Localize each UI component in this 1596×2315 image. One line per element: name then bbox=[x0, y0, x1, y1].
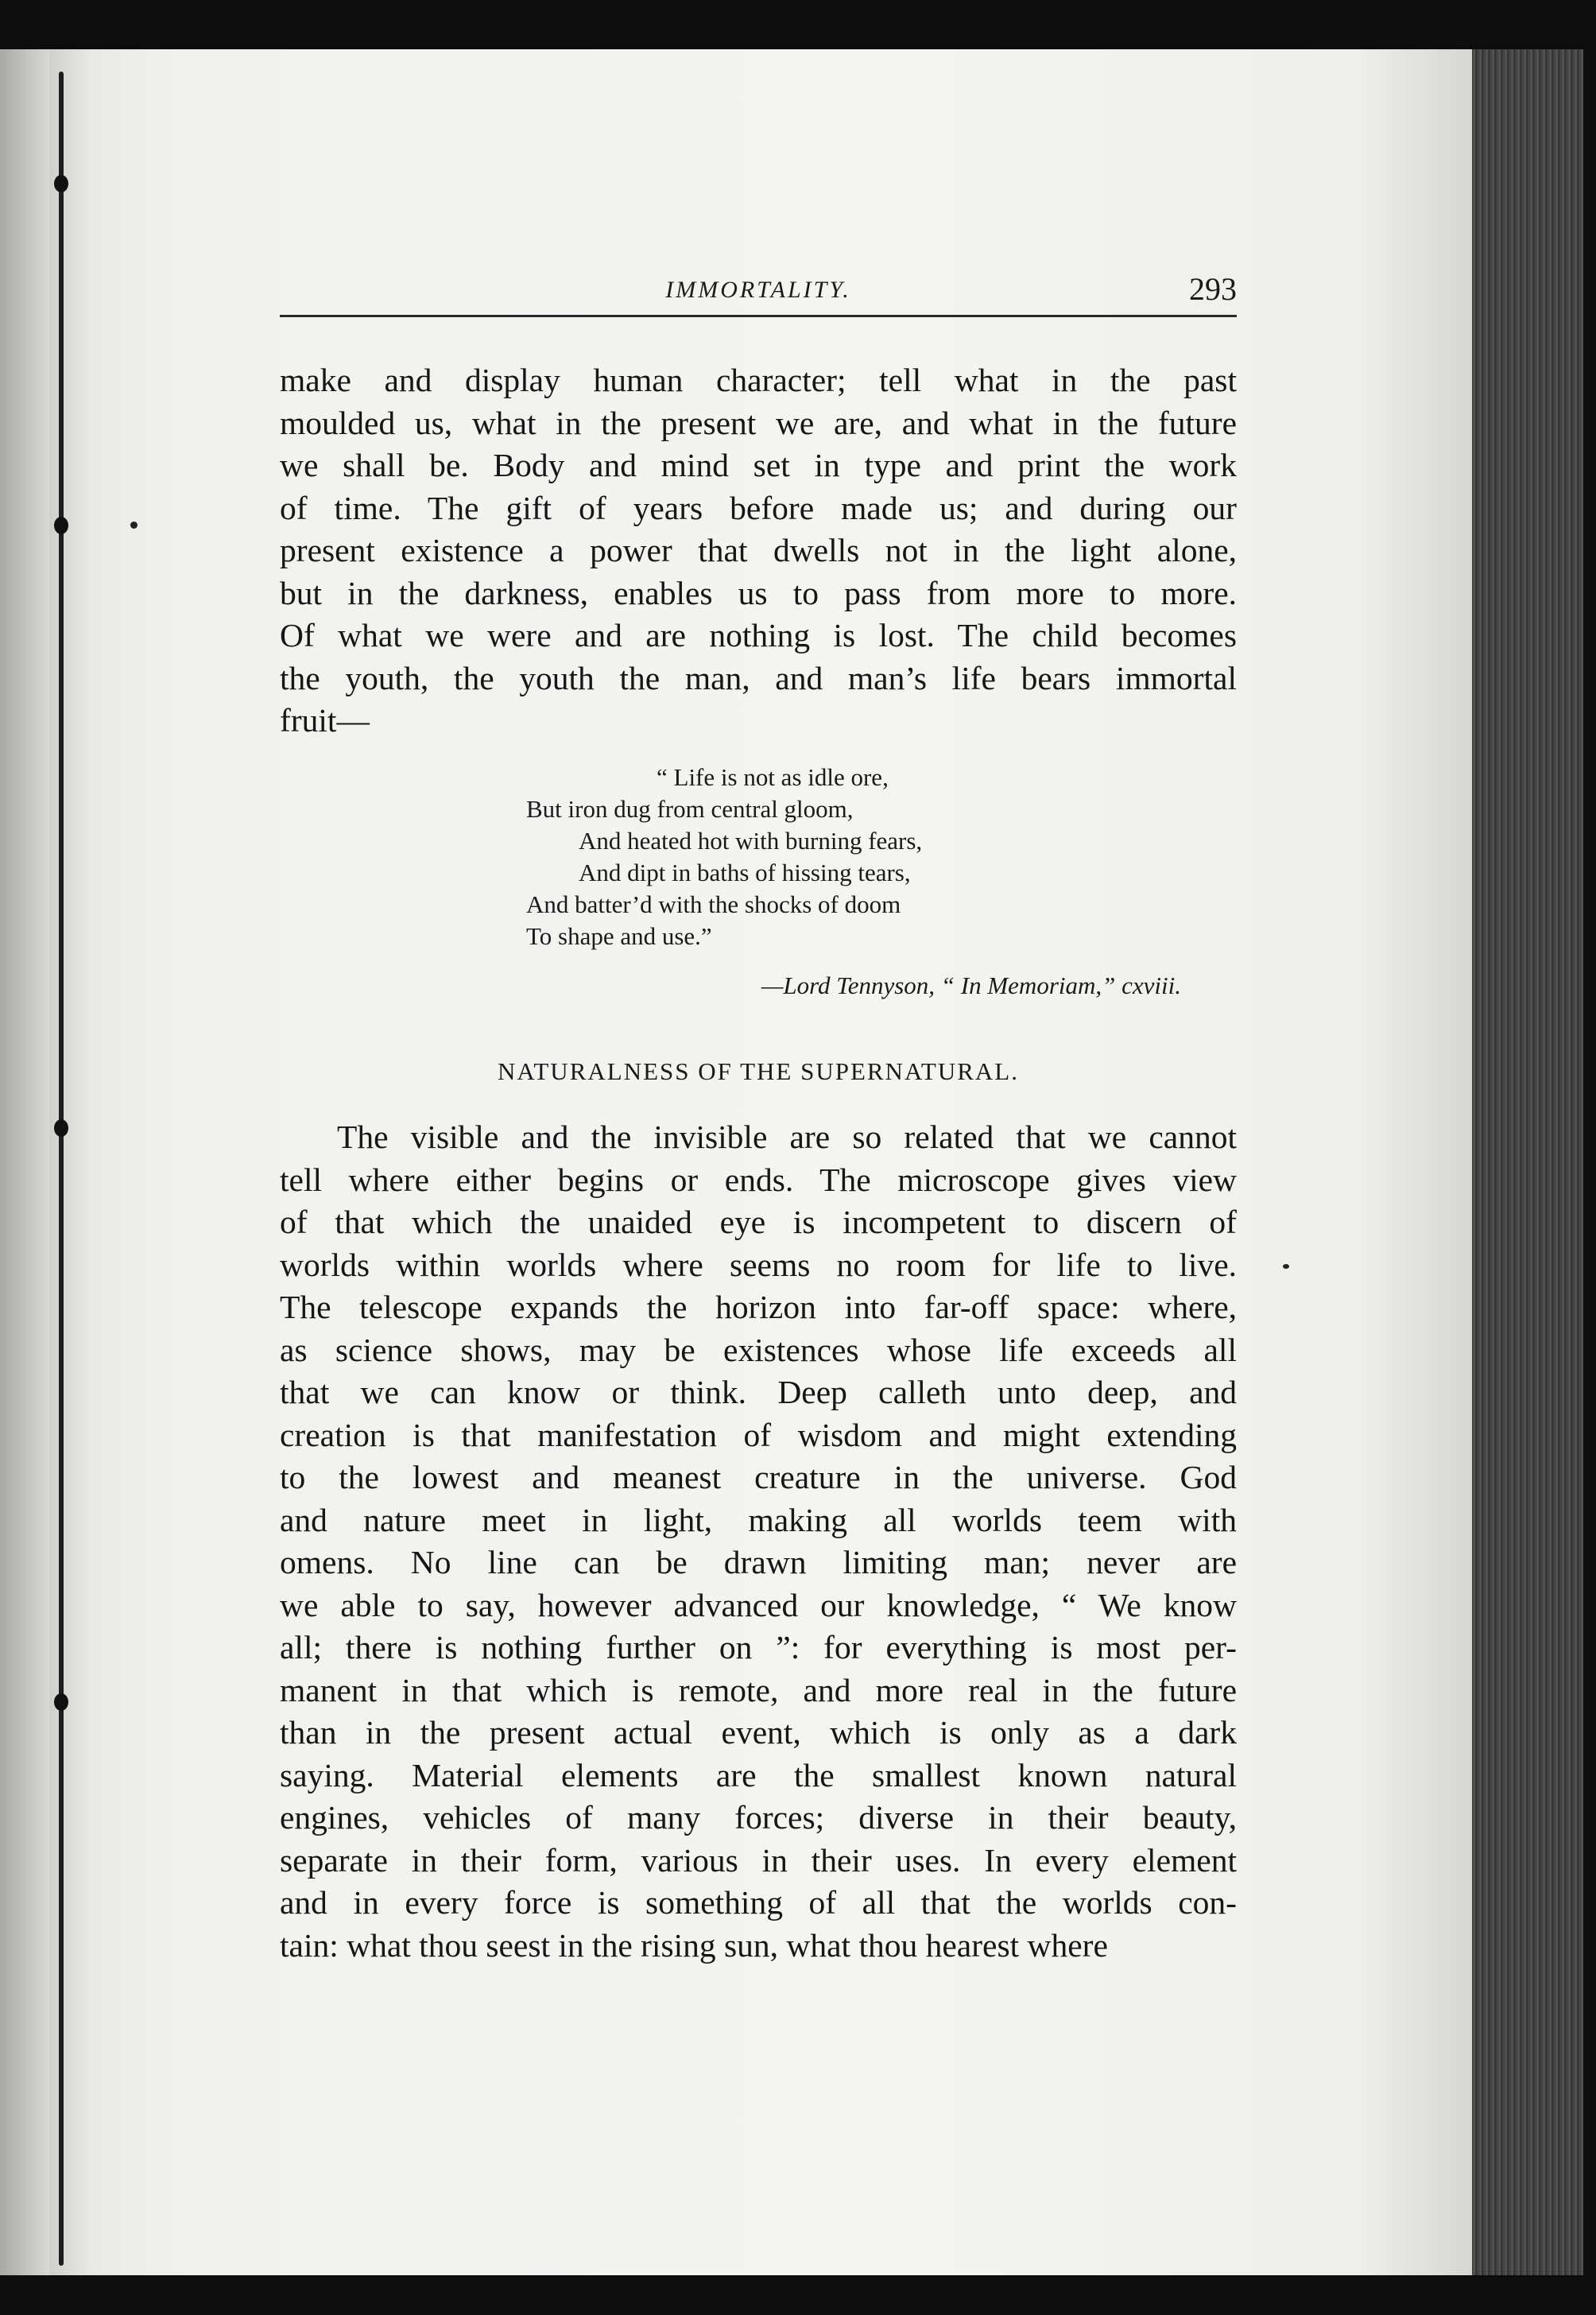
ink-speck bbox=[1283, 1264, 1289, 1269]
binding-stitch bbox=[54, 1693, 68, 1711]
text-line: creation is that manifestation of wisdom and might extending bbox=[280, 1416, 1237, 1453]
poem-line: But iron dug from central gloom, bbox=[526, 795, 854, 823]
facing-page-edge bbox=[0, 49, 49, 2275]
text-line: The telescope expands the horizon into far-off space: where, bbox=[280, 1289, 1237, 1325]
poem-line: To shape and use.” bbox=[526, 922, 712, 950]
text-line: we able to say, however advanced our knowledge, “ We know bbox=[280, 1586, 1237, 1623]
text-line: fruit— bbox=[280, 702, 370, 739]
poem-attribution: —Lord Tennyson, “ In Memoriam,” cxviii. bbox=[761, 971, 1181, 999]
text-line: worlds within worlds where seems no room for life to live. bbox=[280, 1246, 1237, 1283]
text-line: The visible and the invisible are so related that we cannot bbox=[337, 1119, 1237, 1155]
text-line: make and display human character; tell what in the past bbox=[280, 362, 1237, 398]
binding-stitch bbox=[54, 1119, 68, 1137]
text-line: of that which the unaided eye is incompetent to discern of bbox=[280, 1204, 1237, 1240]
text-line: separate in their form, various in their uses. In every element bbox=[280, 1841, 1237, 1879]
opening-paragraph bbox=[280, 359, 1237, 743]
text-line: Of what we were and are nothing is lost. The child becomes bbox=[280, 617, 1237, 653]
text-line: engines, vehicles of many forces; diverse in their beauty, bbox=[280, 1799, 1237, 1836]
page-number: 293 bbox=[1189, 271, 1237, 307]
text-line: we shall be. Body and mind set in type and print the work bbox=[280, 447, 1237, 483]
text-line: present existence a power that dwells not in the light alone, bbox=[280, 532, 1237, 568]
text-line: but in the darkness, enables us to pass from more to more. bbox=[280, 574, 1237, 611]
section-heading: NATURALNESS OF THE SUPERNATURAL. bbox=[498, 1057, 1019, 1085]
page-header bbox=[280, 270, 1237, 321]
page-fore-edge bbox=[1472, 49, 1583, 2275]
poem-quotation bbox=[526, 762, 1242, 952]
text-line: moulded us, what in the present we are, and what in the future bbox=[280, 404, 1237, 441]
text-line: and nature meet in light, making all worlds teem with bbox=[280, 1501, 1237, 1538]
poem-line: And dipt in baths of hissing tears, bbox=[579, 859, 911, 886]
text-line: that we can know or think. Deep calleth unto deep, and bbox=[280, 1374, 1237, 1410]
text-line: manent in that which is remote, and more real in the future bbox=[280, 1671, 1237, 1708]
text-line: as science shows, may be existences whose life exceeds all bbox=[280, 1331, 1237, 1368]
text-line: tain: what thou seest in the rising sun, what thou hearest where bbox=[280, 1926, 1108, 1964]
text-line: and in every force is something of all that the worlds con- bbox=[280, 1884, 1237, 1921]
binding-gutter bbox=[59, 72, 64, 2266]
text-line: all; there is nothing further on ”: for everything is most per- bbox=[280, 1629, 1237, 1665]
text-line: than in the present actual event, which is only as a dark bbox=[280, 1714, 1237, 1751]
text-line: to the lowest and meanest creature in the universe. God bbox=[280, 1459, 1237, 1495]
poem-line: “ Life is not as idle ore, bbox=[657, 763, 889, 791]
text-line: saying. Material elements are the smallest known natural bbox=[280, 1756, 1237, 1793]
text-line: omens. No line can be drawn limiting man; never are bbox=[280, 1544, 1237, 1580]
binding-stitch bbox=[54, 175, 68, 192]
section-paragraph bbox=[280, 1116, 1237, 1967]
binding-stitch bbox=[54, 517, 68, 534]
poem-line: And heated hot with burning fears, bbox=[579, 827, 923, 855]
text-line: of time. The gift of years before made us; and during our bbox=[280, 489, 1237, 526]
header-rule bbox=[280, 315, 1237, 317]
ink-speck bbox=[130, 522, 138, 529]
poem-line: And batter’d with the shocks of doom bbox=[526, 890, 901, 918]
running-head: IMMORTALITY. bbox=[665, 277, 851, 303]
text-line: the youth, the youth the man, and man’s life bears immortal bbox=[280, 659, 1237, 696]
text-line: tell where either begins or ends. The microscope gives view bbox=[280, 1161, 1237, 1198]
